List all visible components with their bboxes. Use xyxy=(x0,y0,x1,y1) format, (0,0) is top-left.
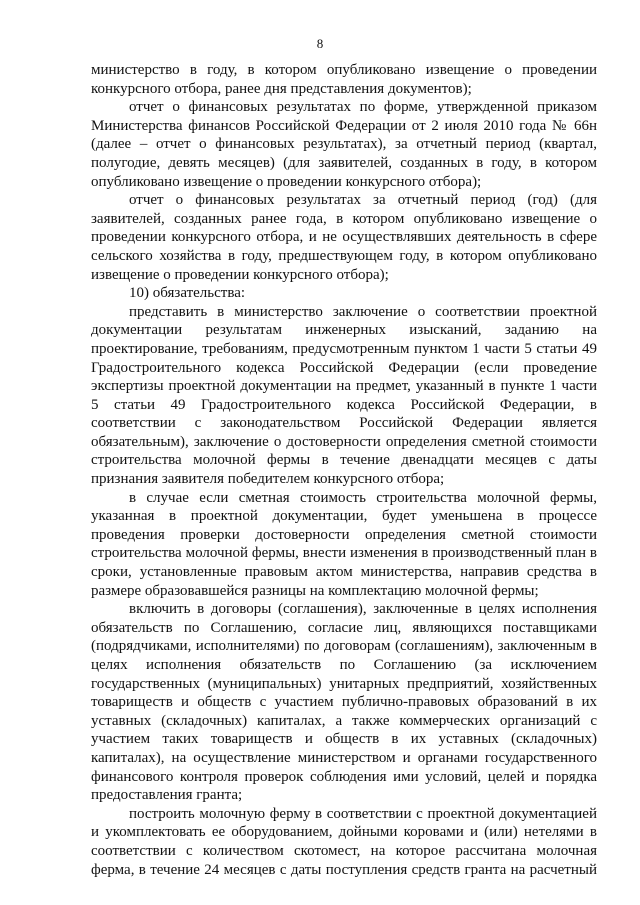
paragraph: включить в договоры (соглашения), заключенные в целях исполнения обязательств по Соглашению, согласие лиц, являющихся поставщиками (подрядчиками, исполнителями) по договорам (соглашениям), заключенным в целях исполнения обязательств по Соглашению (за исключением государственных (муниципальных) унитарных предприятий, хозяйственных товариществ и обществ с участием публично-правовых образований в их уставных (складочных) капиталах, а также коммерческих организаций с участием таких товариществ и обществ в их уставных (складочных) капиталах), на осуществление министерством и органами государственного финансового контроля проверок соблюдения ими условий, целей и порядка предоставления гранта; xyxy=(91,601,597,804)
paragraph: представить в министерство заключение о соответствии проектной документации результатам инженерных изысканий, заданию на проектирование, требованиям, предусмотренным пунктом 1 части 5 статьи 49 Градостроительного кодекса Российской Федерации (если проведение экспертизы проектной документации на предмет, указанный в пункте 1 части 5 статьи 49 Градостроительного кодекса Российской Федерации, в соответствии с законодательством Российской Федерации является обязательным), заключение о достоверности определения сметной стоимости строительства молочной фермы в течение двенадцати месяцев с даты признания заявителя победителем конкурсного отбора; xyxy=(91,303,597,488)
paragraph: в случае если сметная стоимость строительства молочной фермы, указанная в проектной документации, будет уменьшена в процессе проведения проверки достоверности определения сметной стоимости строительства молочной фермы, внести изменения в производственный план в сроки, установленные правовым актом министерства, направив средства в размере образовавшейся разницы на комплектацию молочной фермы; xyxy=(91,489,597,599)
document-body xyxy=(91,61,597,879)
paragraph: 10) обязательства: xyxy=(129,285,246,302)
page-number: 8 xyxy=(316,36,324,51)
paragraph: отчет о финансовых результатах за отчетный период (год) (для заявителей, созданных ранее года, в котором опубликовано извещение о проведении конкурсного отбора, и не осуществлявших деятельность в сфере сельского хозяйства в году, предшествующем году, в котором опубликовано извещение о проведении конкурсного отбора); xyxy=(91,192,597,283)
paragraph: построить молочную ферму в соответствии с проектной документацией и укомплектовать ее оборудованием, дойными коровами и (или) нетелями в соответствии с количеством скотомест, на которое рассчитана молочная ферма, в течение 24 месяцев с даты поступления средств гранта на расчетный xyxy=(91,805,597,878)
paragraph: министерство в году, в котором опубликовано извещение о проведении конкурсного отбора, ранее дня представления документов); xyxy=(91,62,597,97)
paragraph: отчет о финансовых результатах по форме, утвержденной приказом Министерства финансов Российской Федерации от 2 июля 2010 года № 66н (далее – отчет о финансовых результатах), за отчетный период (квартал, полугодие, девять месяцев) (для заявителей, созданных в году, в котором опубликовано извещение о проведении конкурсного отбора); xyxy=(91,99,597,190)
